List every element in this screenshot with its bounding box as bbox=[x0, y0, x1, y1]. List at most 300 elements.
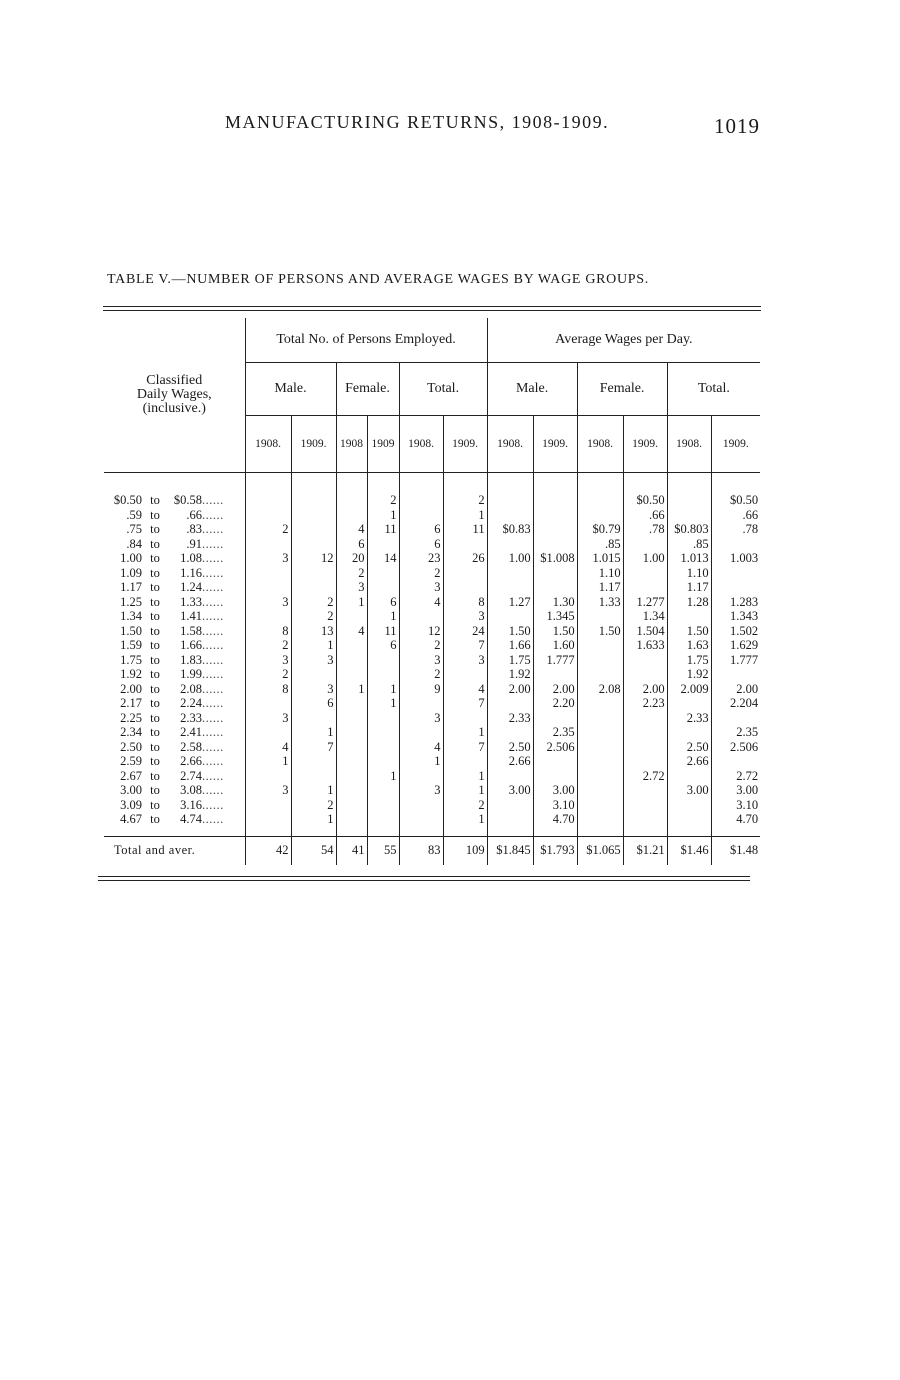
table-cell: 4 bbox=[245, 740, 291, 755]
table-cell bbox=[291, 537, 336, 552]
table-cell: 1.60 bbox=[533, 638, 577, 653]
table-cell: 3 bbox=[291, 653, 336, 668]
table-cell: 2 bbox=[245, 638, 291, 653]
table-cell bbox=[291, 667, 336, 682]
stub-heading bbox=[104, 318, 245, 473]
range-joiner: to bbox=[150, 536, 160, 551]
table-cell bbox=[533, 508, 577, 523]
spacer-cell bbox=[367, 473, 399, 494]
spacer-cell bbox=[104, 827, 245, 837]
dot-leader: ...... bbox=[202, 652, 224, 667]
total-cell: 109 bbox=[443, 836, 487, 865]
spacer-cell bbox=[577, 473, 623, 494]
range-lower-bound: 1.34 bbox=[120, 609, 142, 623]
table-cell bbox=[367, 798, 399, 813]
table-cell bbox=[533, 537, 577, 552]
table-cell bbox=[487, 725, 533, 740]
range-lower-bound: $0.50 bbox=[113, 493, 142, 507]
table-cell: 1 bbox=[336, 682, 367, 697]
table-cell: 1.17 bbox=[667, 580, 711, 595]
table-cell: 20 bbox=[336, 551, 367, 566]
range-lower-bound: 1.25 bbox=[120, 594, 142, 609]
year-heading: 1908. bbox=[487, 416, 533, 473]
table-cell bbox=[623, 566, 667, 581]
table-cell: 1.63 bbox=[667, 638, 711, 653]
table-cell bbox=[487, 696, 533, 711]
table-cell: 2 bbox=[291, 609, 336, 624]
dot-leader: ...... bbox=[202, 565, 224, 580]
table-cell: 2.66 bbox=[667, 754, 711, 769]
range-lower-bound: 2.00 bbox=[120, 681, 142, 696]
range-joiner: to bbox=[150, 768, 160, 783]
table-cell bbox=[399, 812, 443, 827]
range-joiner: to bbox=[150, 580, 160, 594]
table-cell bbox=[711, 566, 760, 581]
range-upper-bound: 1.41 bbox=[180, 609, 202, 623]
spacer-cell bbox=[623, 473, 667, 494]
table-cell: 23 bbox=[399, 551, 443, 566]
range-upper-bound: 1.99 bbox=[180, 667, 202, 681]
table-cell: 1 bbox=[443, 812, 487, 827]
table-cell: 2 bbox=[336, 566, 367, 581]
dot-leader: ...... bbox=[202, 783, 224, 797]
spacer-cell bbox=[443, 473, 487, 494]
table-cell: 2.00 bbox=[533, 682, 577, 697]
table-cell: 1.504 bbox=[623, 624, 667, 639]
table-cell bbox=[487, 609, 533, 624]
table-row bbox=[104, 537, 760, 552]
table-cell bbox=[623, 740, 667, 755]
table-cell bbox=[533, 580, 577, 595]
table-cell bbox=[367, 783, 399, 798]
table-cell bbox=[667, 725, 711, 740]
total-cell: 55 bbox=[367, 836, 399, 865]
table-cell bbox=[487, 580, 533, 595]
table-cell bbox=[367, 653, 399, 668]
table-cell: 2.20 bbox=[533, 696, 577, 711]
table-cell bbox=[577, 783, 623, 798]
table-cell: 1.50 bbox=[533, 624, 577, 639]
wage-range-cell bbox=[104, 580, 245, 595]
table-cell bbox=[336, 769, 367, 784]
table-cell: 1.015 bbox=[577, 551, 623, 566]
table-cell: 2 bbox=[399, 566, 443, 581]
range-joiner: to bbox=[150, 739, 160, 754]
range-lower-bound: 2.34 bbox=[120, 725, 142, 739]
table-row bbox=[104, 653, 760, 668]
table-cell: 3.10 bbox=[533, 798, 577, 813]
dot-leader: ...... bbox=[202, 797, 224, 812]
table-cell: 3 bbox=[443, 653, 487, 668]
spacer-cell bbox=[667, 827, 711, 837]
table-cell: 2.00 bbox=[623, 682, 667, 697]
spacer-cell bbox=[291, 473, 336, 494]
total-row bbox=[104, 836, 760, 865]
table-cell bbox=[711, 580, 760, 595]
table-cell: 4.70 bbox=[711, 812, 760, 827]
spacer-cell bbox=[711, 473, 760, 494]
table-cell: 1.003 bbox=[711, 551, 760, 566]
table-cell: 6 bbox=[399, 537, 443, 552]
table-cell: 1.17 bbox=[577, 580, 623, 595]
table-cell bbox=[336, 711, 367, 726]
range-lower-bound: 3.00 bbox=[120, 783, 142, 797]
table-cell bbox=[487, 493, 533, 508]
range-lower-bound: 1.50 bbox=[120, 623, 142, 638]
table-cell: 2 bbox=[443, 493, 487, 508]
spacer-cell bbox=[104, 473, 245, 494]
table-cell: 2.204 bbox=[711, 696, 760, 711]
table-cell bbox=[623, 667, 667, 682]
table-cell: 1 bbox=[336, 595, 367, 610]
total-cell: $1.065 bbox=[577, 836, 623, 865]
table-spacer-row bbox=[104, 473, 760, 494]
table-cell bbox=[577, 740, 623, 755]
table-cell bbox=[336, 638, 367, 653]
range-lower-bound: .84 bbox=[126, 536, 142, 551]
table-cell: 1.50 bbox=[487, 624, 533, 639]
range-joiner: to bbox=[150, 493, 160, 507]
range-upper-bound: .91 bbox=[186, 536, 202, 551]
table-cell: 1.92 bbox=[487, 667, 533, 682]
table-cell bbox=[623, 725, 667, 740]
table-cell: 2 bbox=[367, 493, 399, 508]
table-cell: 1.50 bbox=[577, 624, 623, 639]
table-cell: 1.502 bbox=[711, 624, 760, 639]
wage-range-cell bbox=[104, 522, 245, 537]
range-joiner: to bbox=[150, 667, 160, 681]
wage-range-cell bbox=[104, 508, 245, 523]
group-heading-average-wages: Average Wages per Day. bbox=[487, 318, 760, 363]
dot-leader: ...... bbox=[202, 681, 224, 696]
spacer-cell bbox=[667, 473, 711, 494]
table-cell bbox=[367, 740, 399, 755]
table-cell: 1 bbox=[443, 783, 487, 798]
dot-leader: ...... bbox=[202, 754, 224, 768]
total-cell: 42 bbox=[245, 836, 291, 865]
year-heading: 1908. bbox=[399, 416, 443, 473]
table-row bbox=[104, 696, 760, 711]
table-cell: 2 bbox=[245, 522, 291, 537]
table-cell: 1.00 bbox=[487, 551, 533, 566]
table-cell bbox=[367, 537, 399, 552]
table-cell bbox=[291, 493, 336, 508]
table-cell bbox=[367, 566, 399, 581]
table-cell: 3 bbox=[443, 609, 487, 624]
table-cell bbox=[623, 580, 667, 595]
table-cell: $0.79 bbox=[577, 522, 623, 537]
table-cell: 6 bbox=[291, 696, 336, 711]
table-bottom-rule-second bbox=[98, 880, 750, 881]
dot-leader: ...... bbox=[202, 536, 224, 551]
table-cell: 13 bbox=[291, 624, 336, 639]
table-cell: .66 bbox=[623, 508, 667, 523]
table-cell: 2.35 bbox=[711, 725, 760, 740]
range-upper-bound: 2.74 bbox=[180, 768, 202, 783]
range-lower-bound: .75 bbox=[126, 522, 142, 536]
table-cell bbox=[399, 493, 443, 508]
table-cell: 6 bbox=[336, 537, 367, 552]
table-cell: 2 bbox=[399, 638, 443, 653]
table-top-rule-second bbox=[103, 310, 761, 311]
table-cell bbox=[336, 740, 367, 755]
table-cell: 1.50 bbox=[667, 624, 711, 639]
range-joiner: to bbox=[150, 638, 160, 652]
range-upper-bound: 1.33 bbox=[180, 594, 202, 609]
table-cell: 8 bbox=[245, 624, 291, 639]
table-cell bbox=[291, 522, 336, 537]
range-joiner: to bbox=[150, 551, 160, 565]
table-cell bbox=[245, 769, 291, 784]
table-cell bbox=[667, 769, 711, 784]
wage-range-cell bbox=[104, 537, 245, 552]
table-cell: 1.28 bbox=[667, 595, 711, 610]
table-cell bbox=[443, 754, 487, 769]
table-cell: 1.75 bbox=[667, 653, 711, 668]
dot-leader: ...... bbox=[202, 739, 224, 754]
range-joiner: to bbox=[150, 681, 160, 696]
table-cell: 1.75 bbox=[487, 653, 533, 668]
spacer-cell bbox=[533, 473, 577, 494]
table-row bbox=[104, 609, 760, 624]
table-cell bbox=[667, 696, 711, 711]
table-cell bbox=[443, 566, 487, 581]
range-joiner: to bbox=[150, 754, 160, 768]
range-lower-bound: 2.59 bbox=[120, 754, 142, 768]
table-cell bbox=[667, 798, 711, 813]
table-cell: 4 bbox=[399, 595, 443, 610]
table-row bbox=[104, 522, 760, 537]
year-heading: 1908. bbox=[667, 416, 711, 473]
table-cell bbox=[667, 609, 711, 624]
table-cell: 3 bbox=[399, 580, 443, 595]
table-cell: 1.013 bbox=[667, 551, 711, 566]
table-cell: 8 bbox=[443, 595, 487, 610]
year-heading: 1909. bbox=[711, 416, 760, 473]
wage-range-cell bbox=[104, 667, 245, 682]
table-cell: 1.277 bbox=[623, 595, 667, 610]
table-cell: 1.345 bbox=[533, 609, 577, 624]
range-lower-bound: 1.75 bbox=[120, 652, 142, 667]
total-cell: $1.48 bbox=[711, 836, 760, 865]
range-joiner: to bbox=[150, 696, 160, 710]
table-cell bbox=[577, 812, 623, 827]
wage-range-cell bbox=[104, 609, 245, 624]
range-upper-bound: 1.24 bbox=[180, 580, 202, 594]
table-cell bbox=[487, 812, 533, 827]
table-cell bbox=[487, 798, 533, 813]
table-cell: 1 bbox=[443, 769, 487, 784]
range-upper-bound: 1.83 bbox=[180, 652, 202, 667]
wage-range-cell bbox=[104, 725, 245, 740]
table-cell bbox=[623, 812, 667, 827]
table-cell: 2.66 bbox=[487, 754, 533, 769]
table-cell: 2.08 bbox=[577, 682, 623, 697]
table-cell bbox=[245, 725, 291, 740]
spacer-cell bbox=[487, 473, 533, 494]
running-title: MANUFACTURING RETURNS, 1908-1909. bbox=[225, 112, 610, 132]
table-cell bbox=[336, 783, 367, 798]
table-cell: 2 bbox=[245, 667, 291, 682]
range-joiner: to bbox=[150, 783, 160, 797]
table-bottom-rule bbox=[98, 876, 750, 877]
range-lower-bound: 1.17 bbox=[120, 580, 142, 594]
wage-range-cell bbox=[104, 783, 245, 798]
wage-range-cell bbox=[104, 624, 245, 639]
wage-range-cell bbox=[104, 812, 245, 827]
table-cell bbox=[336, 812, 367, 827]
table-row bbox=[104, 493, 760, 508]
range-joiner: to bbox=[150, 623, 160, 638]
dot-leader: ...... bbox=[202, 580, 224, 594]
range-joiner: to bbox=[150, 594, 160, 609]
table-cell bbox=[367, 711, 399, 726]
table-cell bbox=[336, 798, 367, 813]
table-cell: 2 bbox=[399, 667, 443, 682]
spacer-cell bbox=[577, 827, 623, 837]
dot-leader: ...... bbox=[202, 768, 224, 783]
table-cell: 3 bbox=[245, 711, 291, 726]
total-cell: 83 bbox=[399, 836, 443, 865]
table-cell bbox=[399, 769, 443, 784]
dot-leader: ...... bbox=[202, 667, 224, 681]
sub-heading-total-wages: Total. bbox=[667, 363, 760, 416]
table-cell: 2 bbox=[291, 798, 336, 813]
range-lower-bound: 4.67 bbox=[120, 812, 142, 826]
table-cell: $0.50 bbox=[711, 493, 760, 508]
table-cell bbox=[291, 769, 336, 784]
wage-groups-table bbox=[104, 318, 760, 865]
range-upper-bound: 2.66 bbox=[180, 754, 202, 768]
table-cell: 6 bbox=[367, 638, 399, 653]
range-lower-bound: 1.00 bbox=[120, 551, 142, 565]
wage-range-cell bbox=[104, 638, 245, 653]
range-lower-bound: 2.67 bbox=[120, 768, 142, 783]
table-cell: 7 bbox=[443, 696, 487, 711]
table-cell: 2.00 bbox=[487, 682, 533, 697]
table-cell bbox=[245, 609, 291, 624]
table-cell: $0.50 bbox=[623, 493, 667, 508]
table-cell: 11 bbox=[367, 522, 399, 537]
table-cell: 2.35 bbox=[533, 725, 577, 740]
range-upper-bound: 2.58 bbox=[180, 739, 202, 754]
table-cell bbox=[291, 711, 336, 726]
spacer-cell bbox=[623, 827, 667, 837]
table-cell bbox=[533, 754, 577, 769]
table-cell bbox=[245, 566, 291, 581]
table-row bbox=[104, 798, 760, 813]
table-cell: 1.00 bbox=[623, 551, 667, 566]
table-cell: 6 bbox=[367, 595, 399, 610]
table-cell: 11 bbox=[367, 624, 399, 639]
table-row bbox=[104, 624, 760, 639]
table-cell bbox=[577, 696, 623, 711]
range-lower-bound: 2.50 bbox=[120, 739, 142, 754]
table-cell: 24 bbox=[443, 624, 487, 639]
dot-leader: ...... bbox=[202, 551, 224, 565]
table-cell bbox=[245, 493, 291, 508]
total-label: Total and aver. bbox=[114, 843, 196, 858]
sub-heading-total-persons: Total. bbox=[399, 363, 487, 416]
table-cell: 1.777 bbox=[533, 653, 577, 668]
range-joiner: to bbox=[150, 797, 160, 812]
sub-heading-male-persons: Male. bbox=[245, 363, 336, 416]
table-cell bbox=[399, 725, 443, 740]
table-cell bbox=[367, 725, 399, 740]
spacer-cell bbox=[399, 827, 443, 837]
table-cell bbox=[367, 667, 399, 682]
table-cell bbox=[245, 798, 291, 813]
range-joiner: to bbox=[150, 652, 160, 667]
year-heading: 1908. bbox=[245, 416, 291, 473]
table-cell: .85 bbox=[667, 537, 711, 552]
wage-range-cell bbox=[104, 740, 245, 755]
table-row bbox=[104, 725, 760, 740]
table-cell bbox=[336, 725, 367, 740]
total-label-cell bbox=[104, 836, 245, 865]
table-top-rule bbox=[103, 306, 761, 307]
table-cell bbox=[443, 667, 487, 682]
table-cell bbox=[533, 522, 577, 537]
table-cell bbox=[623, 653, 667, 668]
table-cell bbox=[577, 638, 623, 653]
range-upper-bound: 2.08 bbox=[180, 681, 202, 696]
table-cell bbox=[533, 667, 577, 682]
spacer-cell bbox=[399, 473, 443, 494]
range-lower-bound: .59 bbox=[126, 507, 142, 522]
table-cell bbox=[245, 508, 291, 523]
table-cell: 1 bbox=[245, 754, 291, 769]
table-cell: .78 bbox=[623, 522, 667, 537]
range-joiner: to bbox=[150, 725, 160, 739]
year-heading: 1908. bbox=[577, 416, 623, 473]
range-joiner: to bbox=[150, 609, 160, 623]
dot-leader: ...... bbox=[202, 522, 224, 536]
table-cell: $1.008 bbox=[533, 551, 577, 566]
table-cell: 1.66 bbox=[487, 638, 533, 653]
table-row bbox=[104, 740, 760, 755]
table-cell: 1.10 bbox=[667, 566, 711, 581]
wage-range-cell bbox=[104, 551, 245, 566]
table-cell bbox=[443, 537, 487, 552]
dot-leader: ...... bbox=[202, 812, 224, 826]
table-cell: 12 bbox=[399, 624, 443, 639]
year-heading: 1909 bbox=[367, 416, 399, 473]
range-upper-bound: 2.24 bbox=[180, 696, 202, 710]
group-heading-persons-employed: Total No. of Persons Employed. bbox=[245, 318, 487, 363]
table-cell bbox=[577, 798, 623, 813]
range-upper-bound: .83 bbox=[186, 522, 202, 536]
table-cell: 2 bbox=[291, 595, 336, 610]
table-cell: 2.00 bbox=[711, 682, 760, 697]
spacer-cell bbox=[367, 827, 399, 837]
stub-heading-line: Classified bbox=[146, 373, 203, 388]
table-row bbox=[104, 754, 760, 769]
table-cell bbox=[487, 566, 533, 581]
table-cell: 2 bbox=[443, 798, 487, 813]
table-cell: 7 bbox=[443, 638, 487, 653]
table-cell: 1.343 bbox=[711, 609, 760, 624]
table-row bbox=[104, 812, 760, 827]
table-cell: 3.00 bbox=[711, 783, 760, 798]
table-cell: 3 bbox=[399, 783, 443, 798]
table-cell: 3 bbox=[245, 783, 291, 798]
table-cell bbox=[577, 493, 623, 508]
table-cell bbox=[577, 667, 623, 682]
range-upper-bound: 1.08 bbox=[180, 551, 202, 565]
table-cell bbox=[399, 609, 443, 624]
range-lower-bound: 1.92 bbox=[120, 667, 142, 681]
